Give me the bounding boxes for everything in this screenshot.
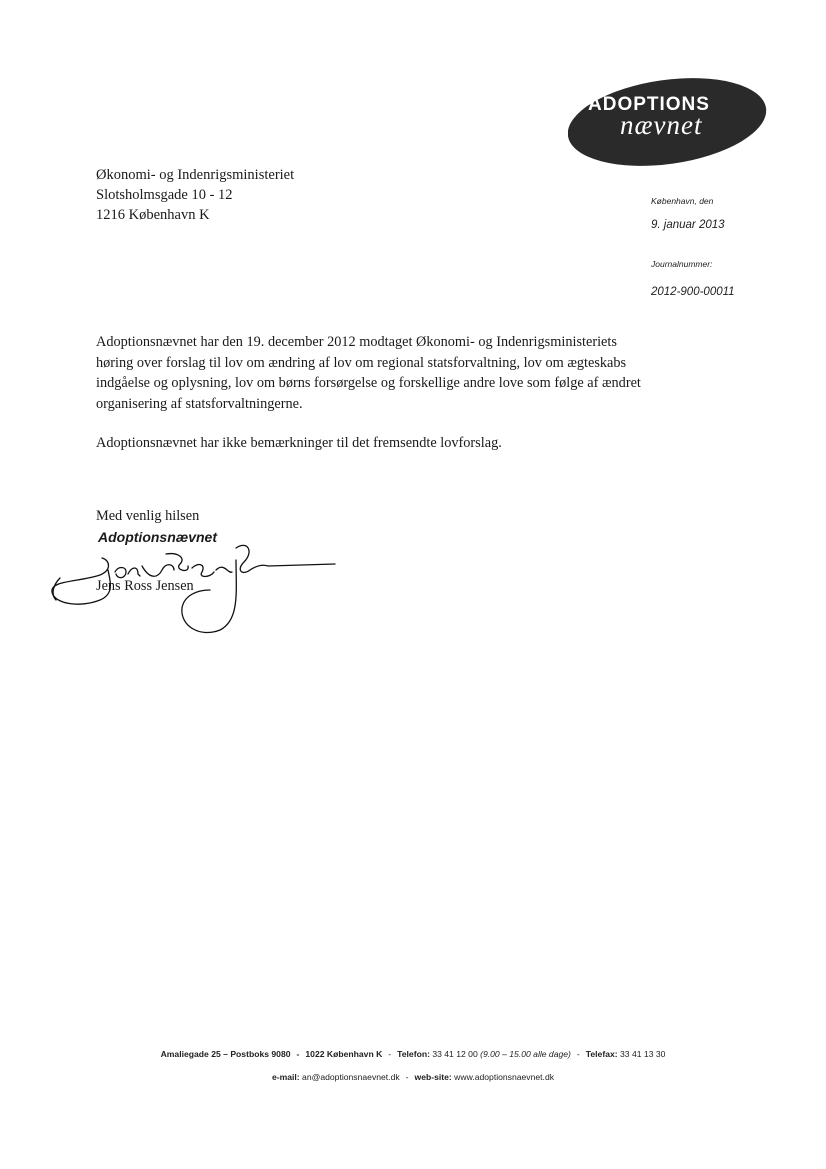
recipient-city: 1216 København K	[96, 207, 210, 223]
closing-organization: Adoptionsnævnet	[98, 529, 217, 545]
footer-address: Amaliegade 25	[160, 1049, 221, 1059]
footer-postbox: Postboks 9080	[230, 1049, 291, 1059]
footer-website[interactable]: www.adoptionsnaevnet.dk	[454, 1072, 555, 1082]
journal-number: 2012-900-00011	[651, 286, 735, 298]
footer-phone-label: Telefon:	[397, 1049, 430, 1059]
signer-name: Jens Ross Jensen	[96, 578, 194, 594]
letter-date: 9. januar 2013	[651, 219, 725, 231]
logo-text-top: ADOPTIONS	[588, 94, 710, 115]
footer-email[interactable]: an@adoptionsnaevnet.dk	[302, 1072, 400, 1082]
logo-text-bottom: nævnet	[620, 110, 703, 140]
recipient-street: Slotsholmsgade 10 - 12	[96, 187, 233, 203]
footer-phone: 33 41 12 00	[432, 1049, 478, 1059]
place-label: København, den	[651, 196, 714, 206]
footer-postal: 1022 København K	[305, 1049, 383, 1059]
letter-body	[96, 332, 656, 454]
body-paragraph-1: Adoptionsnævnet har den 19. december 2012 modtaget Økonomi- og Indenrigsministeriets høring over forslag til lov om ændring af lov om regional statsforvaltning, lov om ægteskabs indgåelse og oplysning, lov om børns forsørgelse og forskellige andre love som følge af ændret organisering af statsforvaltningerne.	[96, 334, 641, 412]
body-paragraph-2: Adoptionsnævnet har ikke bemærkninger til det fremsendte lovforslag.	[96, 435, 502, 452]
footer-email-label: e-mail:	[271, 1072, 300, 1082]
footer-contact-line: Amaliegade 25 – Postboks 9080 - 1022 København K - Telefon: 33 41 12 00 (9.00 – 15.00 alle dage) - Telefax: 33 41 13 30	[160, 1049, 666, 1059]
adoptionsnaevnet-logo	[568, 78, 768, 168]
footer-web-label: web-site:	[414, 1072, 452, 1082]
footer-phone-hours: (9.00 – 15.00 alle dage)	[480, 1049, 571, 1059]
footer-fax: 33 41 13 30	[620, 1049, 666, 1059]
journal-label: Journalnummer:	[651, 259, 713, 269]
handwritten-signature	[40, 530, 340, 640]
recipient-name: Økonomi- og Indenrigsministeriet	[96, 167, 295, 183]
footer-fax-label: Telefax:	[585, 1049, 618, 1059]
recipient-address	[96, 165, 294, 225]
footer-web-line: e-mail: an@adoptionsnaevnet.dk - web-site: www.adoptionsnaevnet.dk	[271, 1072, 555, 1082]
closing-greeting: Med venlig hilsen	[96, 508, 200, 524]
